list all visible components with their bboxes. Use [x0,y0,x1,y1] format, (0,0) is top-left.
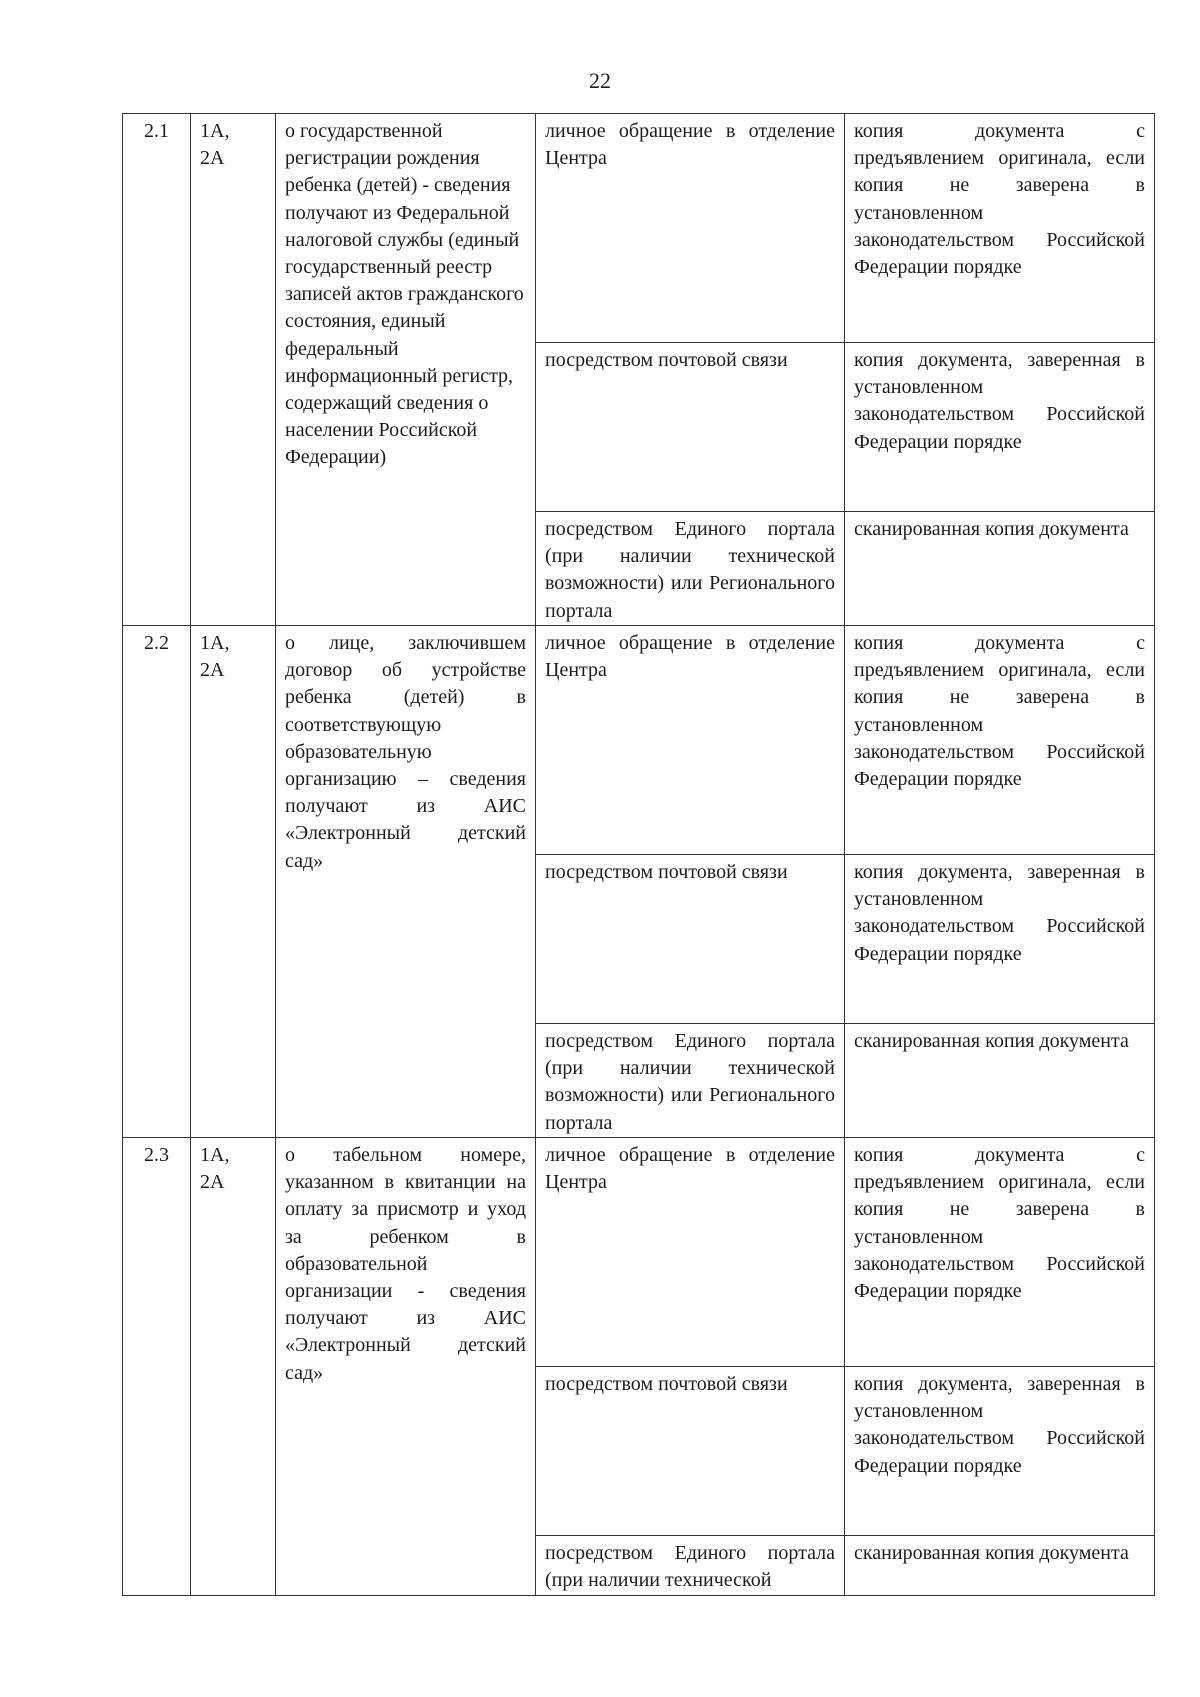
description-cell: о государственной регистрации рождения ребенка (детей) - сведения получают из Федеральной налоговой службы (единый государственный реестр записей актов гражданского состояния, единый федеральный информационный регистр, содержащий сведения о населении Российской Федерации) [276,114,536,626]
document-form-cell: сканированная копия документа [845,512,1155,626]
category-line: 1А, [200,1144,230,1166]
category-cell [191,626,276,1138]
row-number: 2.2 [123,626,191,1138]
table-row [123,626,1155,855]
document-form-cell: копия документа, заверенная в установленном законодательством Российской Федерации порядке [845,855,1155,1024]
category-line: 1А, [200,120,230,142]
method-cell: посредством почтовой связи [536,1367,845,1536]
document-form-cell: копия документа, заверенная в установленном законодательством Российской Федерации порядке [845,1367,1155,1536]
description-cell: о табельном номере, указанном в квитанции на оплату за присмотр и уход за ребенком в образовательной организации - сведения получают из АИС «Электронный детский сад» [276,1138,536,1596]
row-number: 2.1 [123,114,191,626]
document-form-cell: копия документа, заверенная в установленном законодательством Российской Федерации порядке [845,343,1155,512]
category-line: 2А [200,1171,225,1194]
document-form-cell: копия документа с предъявлением оригинала, если копия не заверена в установленном законодательством Российской Федерации порядке [845,1138,1155,1367]
document-form-cell: сканированная копия документа [845,1024,1155,1138]
document-form-cell: сканированная копия документа [845,1536,1155,1596]
method-cell: посредством почтовой связи [536,855,845,1024]
method-cell: посредством Единого портала (при наличии технической возможности) или Регионального портала [536,512,845,626]
method-cell: посредством почтовой связи [536,343,845,512]
description-cell: о лице, заключившем договор об устройстве ребенка (детей) в соответствующую образовательную организацию – сведения получают из АИС «Электронный детский сад» [276,626,536,1138]
method-cell: посредством Единого портала (при наличии технической возможности) или Регионального портала [536,1024,845,1138]
document-form-cell: копия документа с предъявлением оригинала, если копия не заверена в установленном законодательством Российской Федерации порядке [845,626,1155,855]
method-cell: личное обращение в отделение Центра [536,114,845,343]
category-line: 2А [200,147,225,170]
page-number: 22 [589,68,611,93]
table-row [123,1138,1155,1367]
method-cell: посредством Единого портала (при наличии технической [536,1536,845,1596]
method-cell: личное обращение в отделение Центра [536,1138,845,1367]
category-line: 1А, [200,632,230,654]
category-cell [191,114,276,626]
documents-table [122,113,1155,1596]
table-row [123,114,1155,343]
document-form-cell: копия документа с предъявлением оригинала, если копия не заверена в установленном законодательством Российской Федерации порядке [845,114,1155,343]
category-line: 2А [200,659,225,682]
row-number: 2.3 [123,1138,191,1596]
category-cell [191,1138,276,1596]
method-cell: личное обращение в отделение Центра [536,626,845,855]
